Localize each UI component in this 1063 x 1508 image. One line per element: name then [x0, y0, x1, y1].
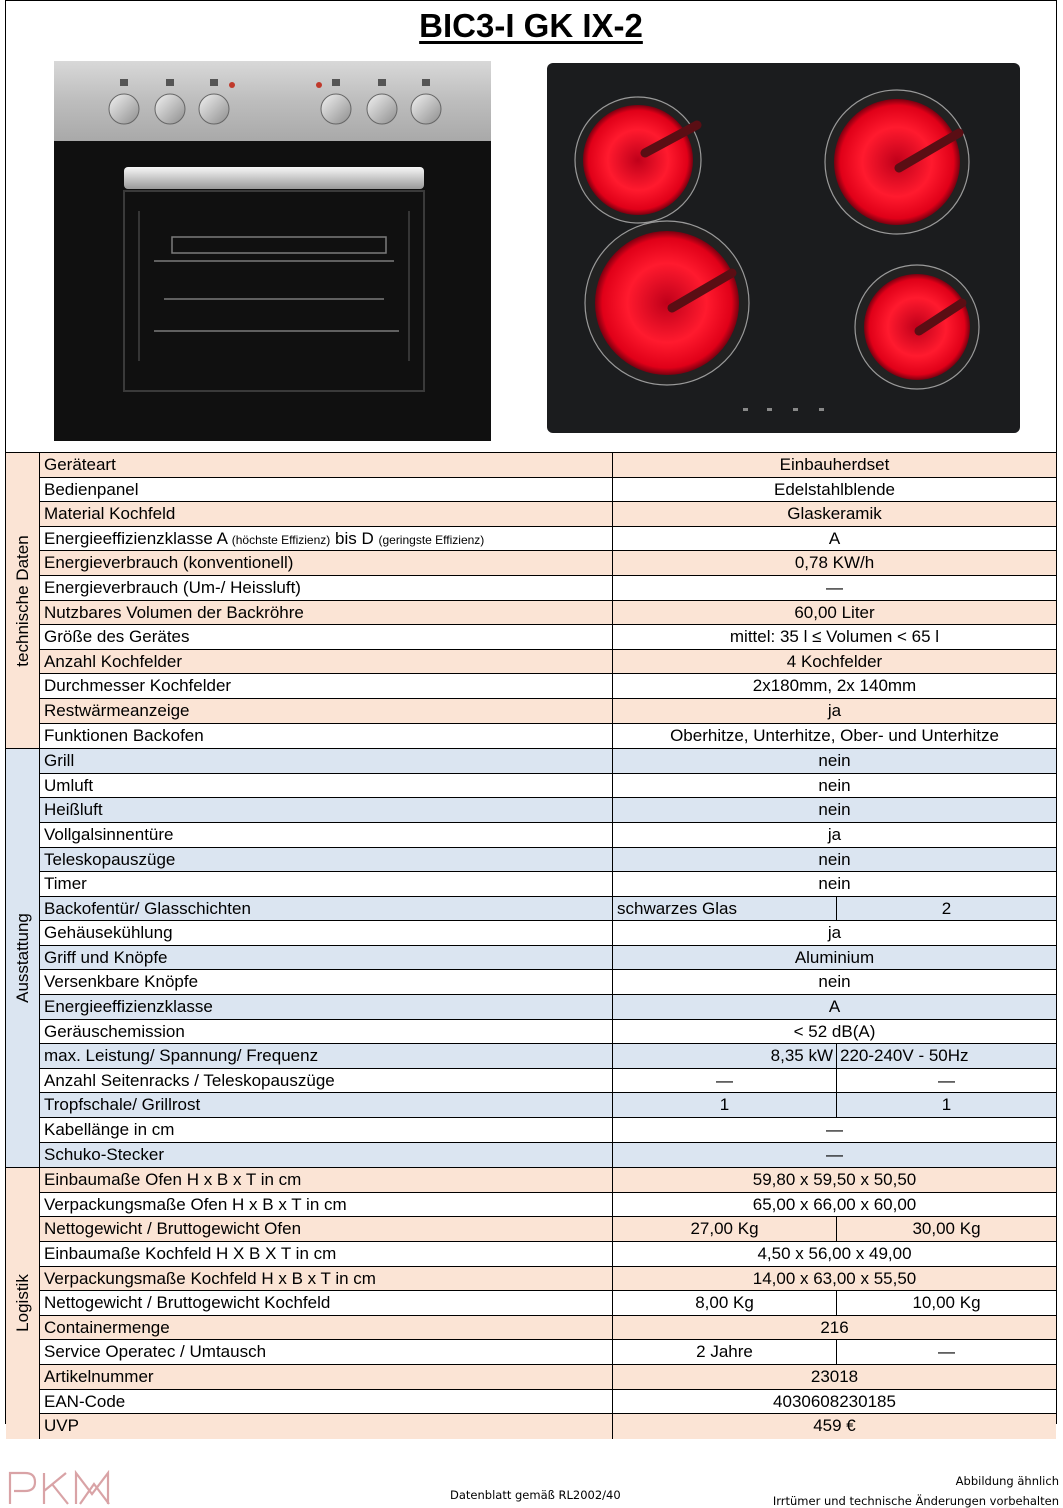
row-label: Durchmesser Kochfelder [40, 674, 613, 698]
row-label: Heißluft [40, 798, 613, 822]
row-value: 2x180mm, 2x 140mm [752, 676, 917, 696]
table-row [40, 1390, 1056, 1415]
row-value: Aluminium [794, 947, 875, 967]
row-label: max. Leistung/ Spannung/ Frequenz [40, 1044, 613, 1068]
row-label: Backofentür/ Glasschichten [40, 897, 613, 921]
row-value: 0,78 KW/h [794, 553, 875, 573]
table-row [40, 601, 1056, 626]
row-value: A [828, 997, 841, 1017]
row-value-1: schwarzes Glas [613, 897, 837, 921]
group-label-text: Ausstattung [12, 913, 32, 1004]
row-values [613, 1340, 1056, 1364]
table-row [40, 1069, 1056, 1094]
row-value: Oberhitze, Unterhitze, Ober- und Unterhitze [670, 725, 999, 745]
row-value: Einbauherdset [779, 455, 890, 474]
header-area [6, 1, 1056, 453]
row-label: Umluft [40, 774, 613, 798]
table-row [40, 970, 1056, 995]
row-label: Material Kochfeld [40, 502, 613, 526]
table-row [40, 749, 1056, 774]
row-label: Kabellänge in cm [40, 1118, 613, 1142]
row-label: Griff und Knöpfe [40, 946, 613, 970]
row-value: mittel: 35 l ≤ Volumen < 65 l [729, 627, 940, 647]
table-row [40, 1020, 1056, 1045]
group-label [6, 453, 40, 748]
row-value-2: — [938, 1070, 955, 1090]
group-label-text: Logistik [12, 1274, 32, 1333]
row-label: Energieeffizienzklasse [40, 995, 613, 1019]
table-row [40, 453, 1056, 478]
group-tech [6, 453, 1056, 749]
row-label: Service Operatec / Umtausch [40, 1340, 613, 1364]
row-value: nein [818, 751, 851, 771]
pkm-logo [8, 1470, 126, 1506]
row-value: nein [818, 800, 851, 820]
table-row [40, 1267, 1056, 1292]
table-row [40, 1340, 1056, 1365]
table-row [40, 1168, 1056, 1193]
table-row [40, 897, 1056, 922]
row-values [613, 1069, 1056, 1093]
row-label: Containermenge [40, 1316, 613, 1340]
group-aus [6, 749, 1056, 1168]
table-row [40, 527, 1056, 552]
row-value: 459 € [813, 1416, 856, 1436]
row-label: Vollgalsinnentüre [40, 823, 613, 847]
row-value-1: 8,00 Kg [613, 1291, 837, 1315]
row-value: 216 [820, 1317, 849, 1337]
table-row [40, 674, 1056, 699]
row-label: Geräuschemission [40, 1020, 613, 1044]
table-row [40, 848, 1056, 873]
table-row [40, 823, 1056, 848]
table-row [40, 1414, 1056, 1439]
table-row [40, 1093, 1056, 1118]
row-value: nein [818, 972, 851, 992]
footer-disclaimer-line1: Abbildung ähnlich [955, 1474, 1059, 1488]
row-label: Versenkbare Knöpfe [40, 970, 613, 994]
ceramic-hob-illustration [547, 63, 1020, 433]
row-label: Teleskopauszüge [40, 848, 613, 872]
row-value: < 52 dB(A) [793, 1021, 876, 1041]
page-title: BIC3-I GK IX-2 [419, 7, 643, 44]
spec-table [6, 453, 1056, 1439]
row-value: nein [818, 775, 851, 795]
footer-regulation: Datenblatt gemäß RL2002/40 [450, 1488, 621, 1502]
row-values [613, 1291, 1056, 1315]
row-value: ja [827, 824, 842, 844]
table-row [40, 576, 1056, 601]
row-value: 65,00 x 66,00 x 60,00 [752, 1194, 917, 1214]
row-values [613, 1217, 1056, 1241]
table-row [40, 1365, 1056, 1390]
table-row [40, 1217, 1056, 1242]
row-value: 4 Kochfelder [786, 651, 883, 671]
table-row [40, 650, 1056, 675]
row-label: Bedienpanel [40, 478, 613, 502]
row-value: ja [827, 700, 842, 720]
table-row [40, 1316, 1056, 1341]
group-label [6, 1168, 40, 1439]
row-label: Einbaumaße Ofen H x B x T in cm [40, 1168, 613, 1192]
row-value-2: 220-240V - 50Hz [840, 1046, 969, 1066]
row-label: Restwärmeanzeige [40, 699, 613, 723]
row-label: Tropfschale/ Grillrost [40, 1093, 613, 1117]
row-value: 4,50 x 56,00 x 49,00 [757, 1244, 912, 1263]
table-row [40, 699, 1056, 724]
row-label: Geräteart [40, 453, 613, 477]
row-value: ja [827, 923, 842, 943]
row-label: Energieverbrauch (konventionell) [40, 551, 613, 575]
group-label [6, 749, 40, 1167]
row-value: Glaskeramik [787, 504, 882, 524]
table-row [40, 946, 1056, 971]
footer-disclaimer [773, 1471, 1059, 1508]
group-label-text: technische Daten [12, 534, 32, 667]
oven-illustration [54, 61, 491, 441]
row-value-2: 1 [941, 1095, 952, 1115]
row-value-1: — [613, 1069, 837, 1093]
row-label: Nettogewicht / Bruttogewicht Kochfeld [40, 1291, 613, 1315]
table-row [40, 995, 1056, 1020]
row-value: nein [818, 849, 851, 869]
row-value-2: 2 [941, 898, 952, 918]
row-value: nein [818, 874, 851, 894]
row-value: — [826, 577, 843, 597]
row-value: 23018 [810, 1366, 859, 1386]
footer-disclaimer-line2: Irrtümer und technische Änderungen vorbehalten [772, 1494, 1059, 1508]
row-value: 59,80 x 59,50 x 50,50 [752, 1170, 917, 1190]
table-row [40, 774, 1056, 799]
row-value: Edelstahlblende [774, 479, 895, 499]
table-row [40, 798, 1056, 823]
row-values [613, 897, 1056, 921]
row-label: Grill [40, 749, 613, 773]
table-row [40, 625, 1056, 650]
row-value-2: 10,00 Kg [912, 1293, 981, 1313]
table-row [40, 1242, 1056, 1267]
datasheet [5, 0, 1057, 1436]
row-label: Energieeffizienzklasse A (höchste Effizienz) bis D (geringste Effizienz) [40, 527, 613, 551]
row-value-2: — [938, 1342, 955, 1362]
row-label: EAN-Code [40, 1390, 613, 1414]
row-value: A [828, 528, 841, 548]
table-row [40, 478, 1056, 503]
table-row [40, 724, 1056, 749]
group-log [6, 1168, 1056, 1439]
row-label: Verpackungsmaße Kochfeld H x B x T in cm [40, 1267, 613, 1291]
row-value: 60,00 Liter [794, 602, 875, 622]
table-row [40, 1044, 1056, 1069]
row-label: Schuko-Stecker [40, 1143, 613, 1168]
row-label: Einbaumaße Kochfeld H X B X T in cm [40, 1242, 613, 1266]
row-value-2: 30,00 Kg [912, 1219, 981, 1239]
table-row [40, 1291, 1056, 1316]
table-row [40, 921, 1056, 946]
row-label: Verpackungsmaße Ofen H x B x T in cm [40, 1193, 613, 1217]
table-row [40, 1193, 1056, 1218]
row-value: — [826, 1120, 843, 1140]
row-label: Funktionen Backofen [40, 724, 613, 749]
row-label: Nutzbares Volumen der Backröhre [40, 601, 613, 625]
row-values [613, 1093, 1056, 1117]
row-value: 14,00 x 63,00 x 55,50 [752, 1268, 917, 1288]
table-row [40, 551, 1056, 576]
row-value-1: 27,00 Kg [613, 1217, 837, 1241]
row-label: Timer [40, 872, 613, 896]
row-label: Größe des Gerätes [40, 625, 613, 649]
table-row [40, 1118, 1056, 1143]
row-value-1: 8,35 kW [613, 1044, 837, 1068]
row-label: Nettogewicht / Bruttogewicht Ofen [40, 1217, 613, 1241]
row-value-1: 2 Jahre [613, 1340, 837, 1364]
row-value: — [826, 1144, 843, 1164]
row-value: 4030608230185 [773, 1391, 896, 1411]
row-label: Anzahl Seitenracks / Teleskopauszüge [40, 1069, 613, 1093]
row-label: Gehäusekühlung [40, 921, 613, 945]
row-label: Energieverbrauch (Um-/ Heissluft) [40, 576, 613, 600]
table-row [40, 872, 1056, 897]
row-label: Artikelnummer [40, 1365, 613, 1389]
row-value-1: 1 [613, 1093, 837, 1117]
table-row [40, 1143, 1056, 1168]
row-label: Anzahl Kochfelder [40, 650, 613, 674]
row-label: UVP [40, 1414, 613, 1439]
table-row [40, 502, 1056, 527]
row-values [613, 1044, 1056, 1068]
